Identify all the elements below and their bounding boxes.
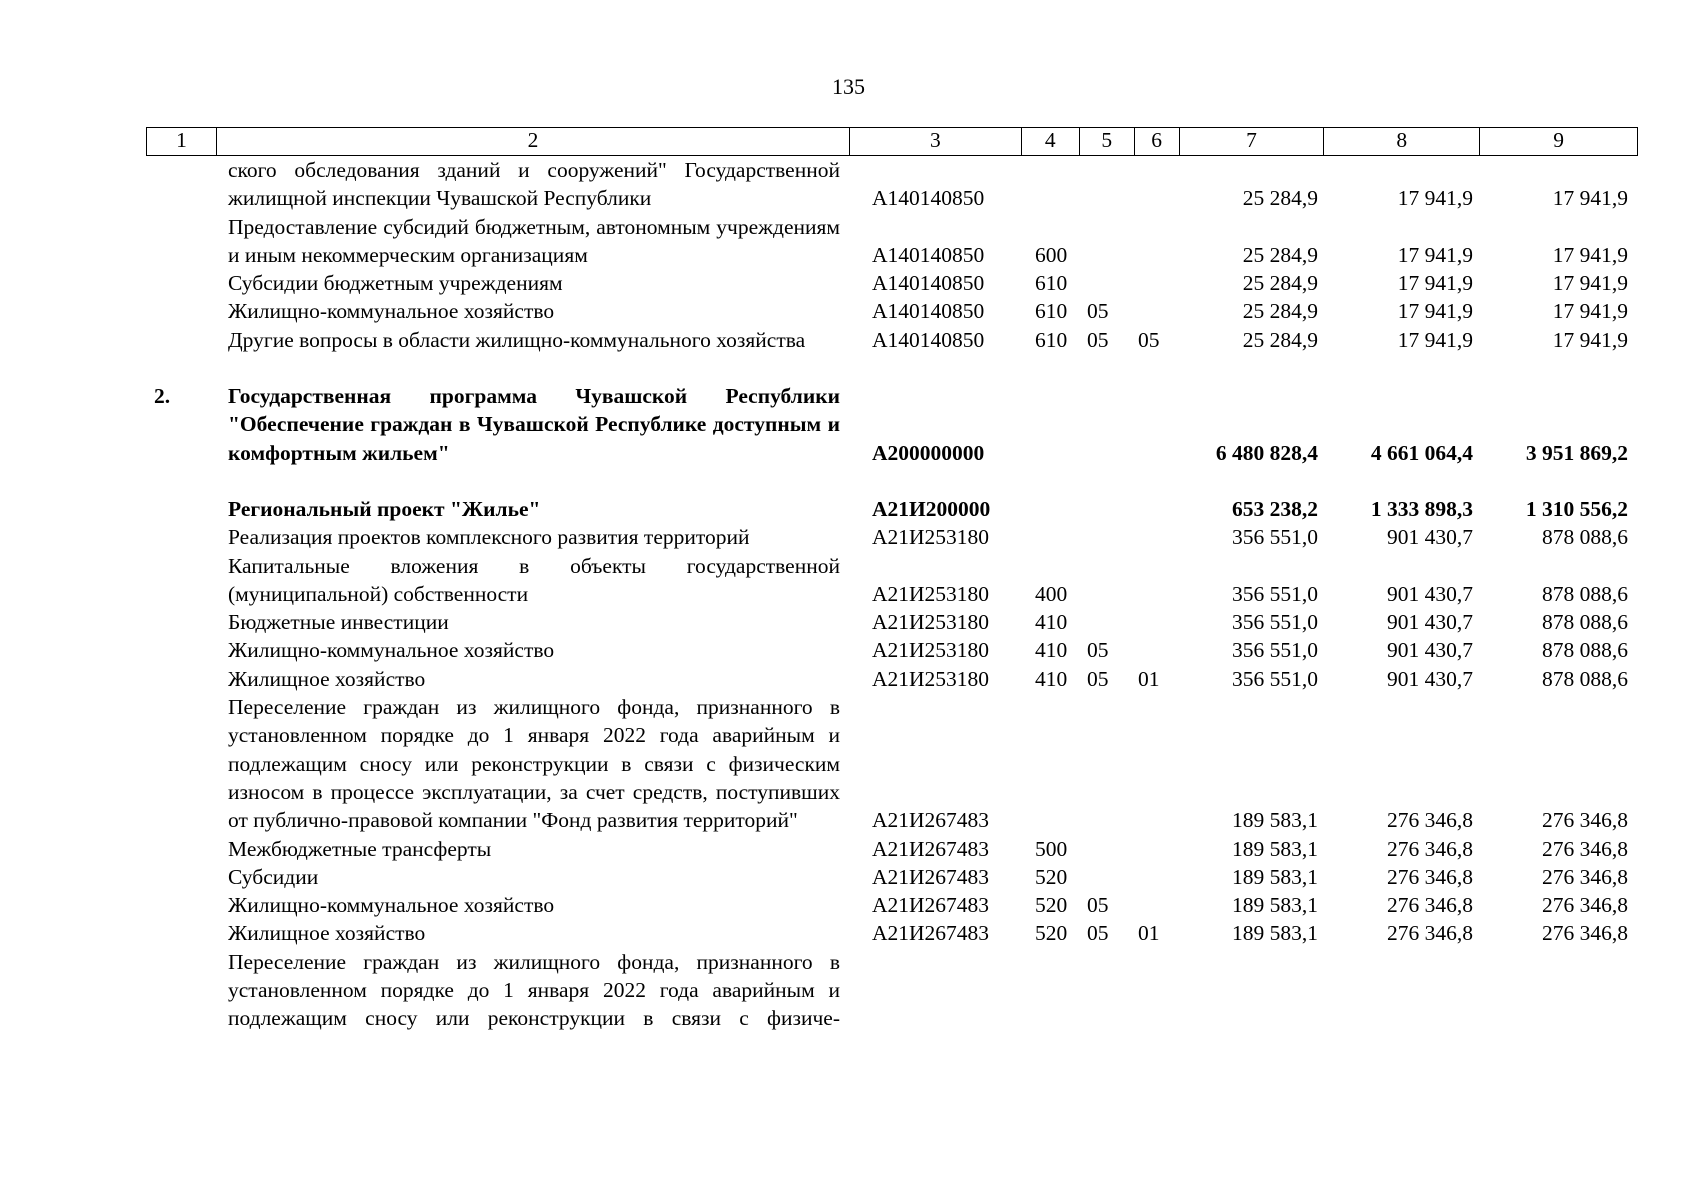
spacer-row bbox=[146, 354, 1638, 382]
row-value-8: 276 346,8 bbox=[1387, 808, 1473, 833]
row-name: Жилищно-коммунальное хозяйство bbox=[228, 299, 555, 324]
row-col4: 610 bbox=[1035, 299, 1068, 324]
row-value-9: 17 941,9 bbox=[1552, 327, 1628, 352]
row-code: А140140850 bbox=[872, 186, 985, 211]
header-cell: 6 bbox=[1135, 128, 1180, 155]
row-col5: 05 bbox=[1087, 893, 1109, 918]
row-value-7: 189 583,1 bbox=[1232, 808, 1318, 833]
row-value-8: 901 430,7 bbox=[1387, 666, 1473, 691]
row-col4: 610 bbox=[1035, 327, 1068, 352]
header-cell: 7 bbox=[1180, 128, 1325, 155]
header-cell: 2 bbox=[217, 128, 850, 155]
row-code: А21И200000 bbox=[872, 496, 991, 521]
row-value-9: 276 346,8 bbox=[1542, 836, 1628, 861]
row-code: А21И253180 bbox=[872, 638, 990, 663]
table-row bbox=[146, 523, 1638, 551]
row-value-9: 276 346,8 bbox=[1542, 893, 1628, 918]
row-code: А140140850 bbox=[872, 327, 985, 352]
row-value-9: 17 941,9 bbox=[1552, 242, 1628, 267]
page-number: 135 bbox=[832, 74, 865, 99]
row-value-7: 25 284,9 bbox=[1242, 271, 1318, 296]
row-value-9: 878 088,6 bbox=[1542, 666, 1628, 691]
row-col4: 410 bbox=[1035, 638, 1068, 663]
row-col4: 520 bbox=[1035, 864, 1068, 889]
row-col6: 01 bbox=[1138, 921, 1160, 946]
row-name: Бюджетные инвестиции bbox=[228, 610, 449, 635]
header-cell: 4 bbox=[1022, 128, 1080, 155]
row-value-8: 276 346,8 bbox=[1387, 893, 1473, 918]
row-code: А21И267483 bbox=[872, 808, 990, 833]
row-col5: 05 bbox=[1087, 666, 1109, 691]
row-value-9: 276 346,8 bbox=[1542, 864, 1628, 889]
row-value-8: 276 346,8 bbox=[1387, 836, 1473, 861]
row-col4: 520 bbox=[1035, 893, 1068, 918]
table-row bbox=[146, 636, 1638, 664]
row-value-7: 356 551,0 bbox=[1232, 525, 1318, 550]
row-code: А21И267483 bbox=[872, 893, 990, 918]
row-code: А21И253180 bbox=[872, 581, 990, 606]
row-code: А140140850 bbox=[872, 271, 985, 296]
row-name: Капитальные вложения в объекты государственной (муниципальной) собственности bbox=[228, 553, 840, 606]
row-col4: 600 bbox=[1035, 242, 1068, 267]
table-row bbox=[146, 948, 1638, 1033]
row-value-8: 901 430,7 bbox=[1387, 525, 1473, 550]
table-row bbox=[146, 156, 1638, 213]
row-value-8: 901 430,7 bbox=[1387, 610, 1473, 635]
row-value-7: 189 583,1 bbox=[1232, 921, 1318, 946]
row-value-8: 17 941,9 bbox=[1397, 186, 1473, 211]
row-value-7: 356 551,0 bbox=[1232, 638, 1318, 663]
row-name: ского обследования зданий и сооружений" Государственной жилищной инспекции Чувашской Республики bbox=[228, 158, 840, 211]
table-row bbox=[146, 665, 1638, 693]
row-value-9: 878 088,6 bbox=[1542, 525, 1628, 550]
row-value-8: 901 430,7 bbox=[1387, 581, 1473, 606]
row-name: Региональный проект "Жилье" bbox=[228, 496, 541, 521]
row-name: Предоставление субсидий бюджетным, автономным учреждениям и иным некоммерческим организациям bbox=[228, 214, 840, 267]
header-cell: 3 bbox=[850, 128, 1022, 155]
row-value-7: 25 284,9 bbox=[1242, 299, 1318, 324]
header-cell: 5 bbox=[1080, 128, 1135, 155]
row-col4: 500 bbox=[1035, 836, 1068, 861]
table-row bbox=[146, 919, 1638, 947]
row-value-7: 653 238,2 bbox=[1232, 496, 1318, 521]
row-value-9: 1 310 556,2 bbox=[1525, 496, 1628, 521]
table-row bbox=[146, 213, 1638, 270]
row-code: А140140850 bbox=[872, 299, 985, 324]
row-value-7: 356 551,0 bbox=[1232, 610, 1318, 635]
row-name: Реализация проектов комплексного развития территорий bbox=[228, 525, 750, 550]
row-col4: 610 bbox=[1035, 271, 1068, 296]
row-value-8: 901 430,7 bbox=[1387, 638, 1473, 663]
row-col5: 05 bbox=[1087, 299, 1109, 324]
table-header-row bbox=[146, 127, 1638, 156]
row-code: А21И253180 bbox=[872, 525, 990, 550]
row-value-7: 189 583,1 bbox=[1232, 836, 1318, 861]
row-name: Жилищно-коммунальное хозяйство bbox=[228, 893, 555, 918]
row-value-8: 4 661 064,4 bbox=[1370, 440, 1473, 465]
table-row bbox=[146, 269, 1638, 297]
row-col5: 05 bbox=[1087, 921, 1109, 946]
row-value-7: 356 551,0 bbox=[1232, 666, 1318, 691]
row-code: А21И267483 bbox=[872, 921, 990, 946]
row-value-8: 1 333 898,3 bbox=[1370, 496, 1473, 521]
row-number: 2. bbox=[154, 384, 171, 409]
row-value-9: 276 346,8 bbox=[1542, 921, 1628, 946]
table-row bbox=[146, 552, 1638, 609]
table-row bbox=[146, 608, 1638, 636]
table-row bbox=[146, 495, 1638, 523]
table-row bbox=[146, 891, 1638, 919]
table-body bbox=[146, 156, 1638, 1033]
row-name: Государственная программа Чувашской Республики "Обеспечение граждан в Чувашской Республике доступным и комфортным жильем" bbox=[228, 384, 840, 465]
row-value-8: 17 941,9 bbox=[1397, 327, 1473, 352]
table-row bbox=[146, 863, 1638, 891]
table-row bbox=[146, 382, 1638, 467]
row-name: Переселение граждан из жилищного фонда, признанного в установленном порядке до 1 января 2022 года аварийным и подлежащим сносу или реконструкции в связи с физиче- bbox=[228, 949, 840, 1031]
row-value-8: 17 941,9 bbox=[1397, 271, 1473, 296]
row-code: А21И253180 bbox=[872, 610, 990, 635]
row-code: А200000000 bbox=[872, 440, 985, 465]
row-value-7: 25 284,9 bbox=[1242, 327, 1318, 352]
row-col5: 05 bbox=[1087, 638, 1109, 663]
table-row bbox=[146, 297, 1638, 325]
row-value-7: 25 284,9 bbox=[1242, 242, 1318, 267]
table-row bbox=[146, 693, 1638, 834]
row-name: Жилищно-коммунальное хозяйство bbox=[228, 638, 555, 663]
spacer-row bbox=[146, 467, 1638, 495]
header-cell: 1 bbox=[147, 128, 217, 155]
row-value-9: 17 941,9 bbox=[1552, 186, 1628, 211]
row-value-7: 189 583,1 bbox=[1232, 864, 1318, 889]
row-value-9: 3 951 869,2 bbox=[1525, 440, 1628, 465]
row-value-7: 189 583,1 bbox=[1232, 893, 1318, 918]
row-name: Жилищное хозяйство bbox=[228, 921, 426, 946]
row-code: А21И267483 bbox=[872, 836, 990, 861]
row-value-8: 17 941,9 bbox=[1397, 299, 1473, 324]
row-name: Жилищное хозяйство bbox=[228, 666, 426, 691]
row-value-7: 356 551,0 bbox=[1232, 581, 1318, 606]
row-value-9: 878 088,6 bbox=[1542, 610, 1628, 635]
budget-table bbox=[146, 127, 1638, 1033]
row-col6: 01 bbox=[1138, 666, 1160, 691]
row-value-8: 17 941,9 bbox=[1397, 242, 1473, 267]
row-value-9: 878 088,6 bbox=[1542, 638, 1628, 663]
table-row bbox=[146, 835, 1638, 863]
row-code: А140140850 bbox=[872, 242, 985, 267]
row-value-9: 17 941,9 bbox=[1552, 299, 1628, 324]
row-col4: 410 bbox=[1035, 666, 1068, 691]
row-value-9: 878 088,6 bbox=[1542, 581, 1628, 606]
table-row bbox=[146, 326, 1638, 354]
header-cell: 9 bbox=[1553, 128, 1564, 152]
row-name: Межбюджетные трансферты bbox=[228, 836, 492, 861]
row-code: А21И267483 bbox=[872, 864, 990, 889]
row-value-8: 276 346,8 bbox=[1387, 864, 1473, 889]
row-name: Субсидии бюджетным учреждениям bbox=[228, 271, 563, 296]
row-value-9: 276 346,8 bbox=[1542, 808, 1628, 833]
row-col4: 400 bbox=[1035, 581, 1068, 606]
row-value-7: 6 480 828,4 bbox=[1215, 440, 1318, 465]
row-col5: 05 bbox=[1087, 327, 1109, 352]
row-value-7: 25 284,9 bbox=[1242, 186, 1318, 211]
row-value-8: 276 346,8 bbox=[1387, 921, 1473, 946]
row-col6: 05 bbox=[1138, 327, 1160, 352]
header-cell: 8 bbox=[1324, 128, 1480, 155]
row-code: А21И253180 bbox=[872, 666, 990, 691]
row-name: Субсидии bbox=[228, 864, 319, 889]
row-name: Переселение граждан из жилищного фонда, признанного в установленном порядке до 1 января 2022 года аварийным и подлежащим сносу или реконструкции в связи с физическим износом в процессе эксплуатации, за счет средств, поступивших от публично-правовой компании "Фонд развития территорий" bbox=[228, 695, 840, 833]
row-col4: 410 bbox=[1035, 610, 1068, 635]
row-col4: 520 bbox=[1035, 921, 1068, 946]
row-name: Другие вопросы в области жилищно-коммунального хозяйства bbox=[228, 327, 806, 352]
row-value-9: 17 941,9 bbox=[1552, 271, 1628, 296]
